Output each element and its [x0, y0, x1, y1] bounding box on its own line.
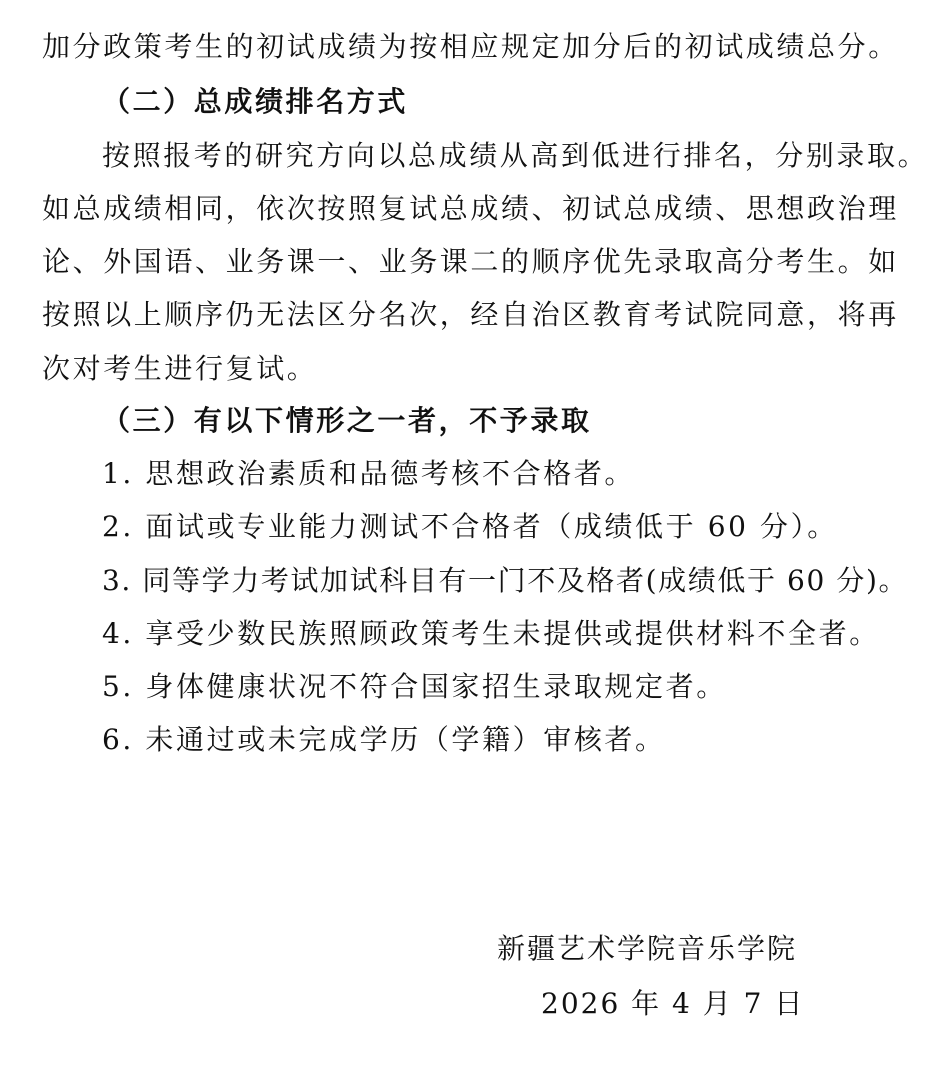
paragraph-line-3: 按照报考的研究方向以总成绩从高到低进行排名，分别录取。 [102, 139, 929, 172]
list-item: 5. 身体健康状况不符合国家招生录取规定者。 [102, 670, 727, 703]
paragraph-line-7: 次对考生进行复试。 [42, 352, 318, 385]
list-item: 6. 未通过或未完成学历（学籍）审核者。 [102, 723, 666, 756]
paragraph-line-5: 论、外国语、业务课一、业务课二的顺序优先录取高分考生。如 [42, 245, 899, 278]
signature-date: 2026 年 4 月 7 日 [541, 987, 805, 1020]
list-item: 4. 享受少数民族照顾政策考生未提供或提供材料不全者。 [102, 617, 880, 650]
list-item: 2. 面试或专业能力测试不合格者（成绩低于 60 分）。 [102, 510, 838, 543]
paragraph-line-4: 如总成绩相同，依次按照复试总成绩、初试总成绩、思想政治理 [42, 192, 899, 225]
section-heading-2: （二）总成绩排名方式 [102, 85, 409, 118]
section-heading-3: （三）有以下情形之一者，不予录取 [102, 404, 592, 437]
paragraph-line-6: 按照以上顺序仍无法区分名次，经自治区教育考试院同意，将再 [42, 298, 899, 331]
paragraph-line-1: 加分政策考生的初试成绩为按相应规定加分后的初试成绩总分。 [42, 30, 899, 63]
list-item: 1. 思想政治素质和品德考核不合格者。 [102, 457, 636, 490]
list-item: 3. 同等学力考试加试科目有一门不及格者(成绩低于 60 分)。 [102, 564, 909, 597]
signature-organization: 新疆艺术学院音乐学院 [497, 932, 798, 965]
